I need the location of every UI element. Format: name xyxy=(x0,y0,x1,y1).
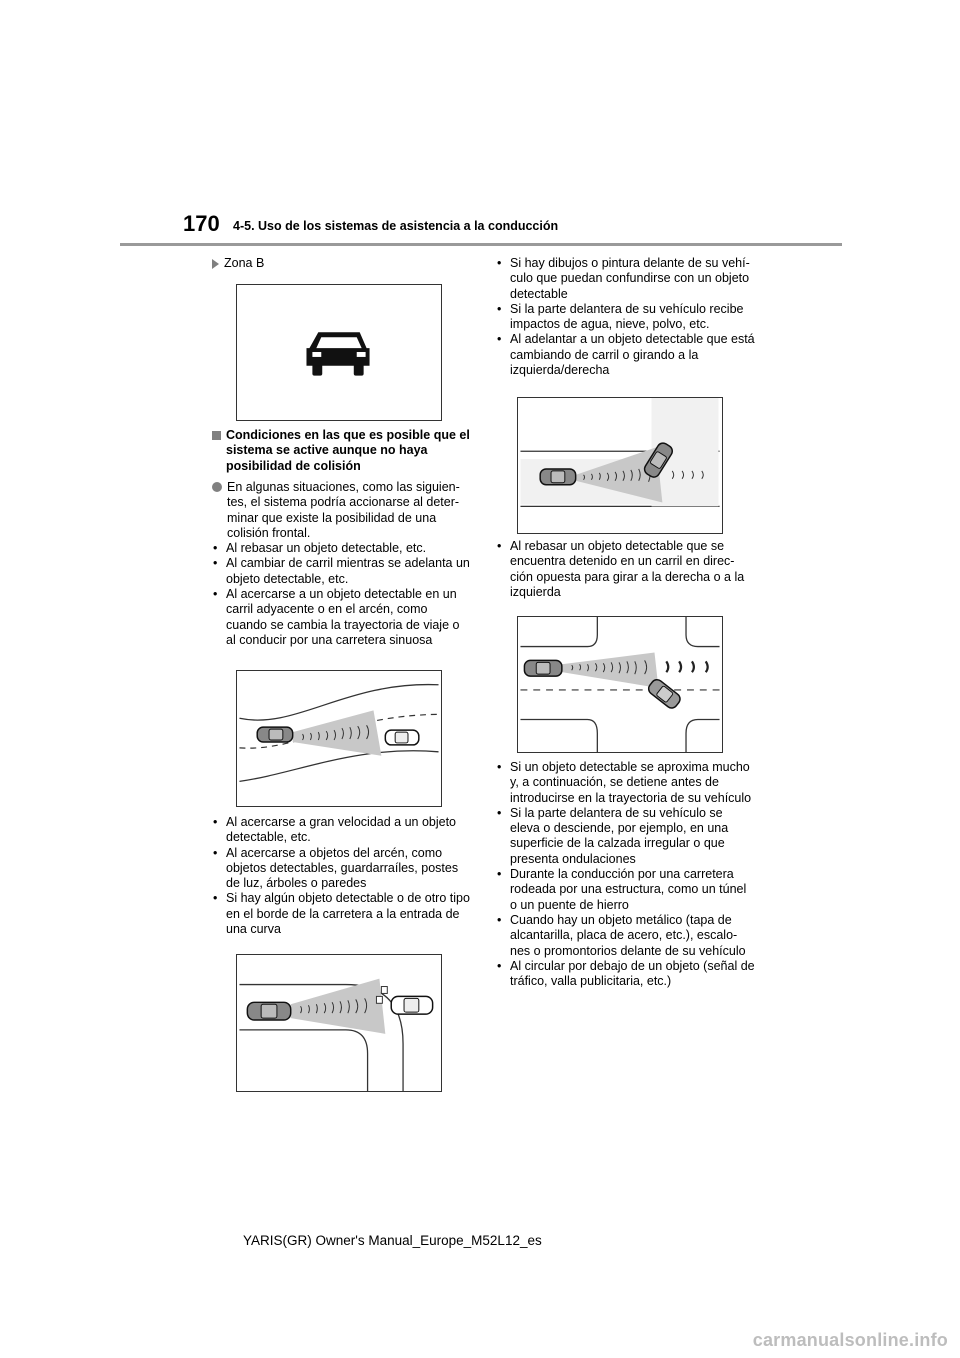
page-number: 170 xyxy=(183,211,220,236)
section-heading xyxy=(212,428,470,474)
right-bullets-3 xyxy=(493,760,755,989)
list-item: • Al acercarse a objetos del arcén, como objetos detectables, guardarraíles, postes de luz, árboles o paredes xyxy=(209,846,471,892)
turning-vehicle-figure xyxy=(517,397,723,534)
list-item: • Al rebasar un objeto detectable, etc. xyxy=(209,541,470,556)
intro-text: En algunas situaciones, como las siguien-tes, el sistema podría accionarse al deter-minar que existe la posibilidad de una colisión frontal. xyxy=(227,480,460,540)
zone-label: Zona B xyxy=(224,256,265,270)
right-text-block-2 xyxy=(493,539,755,600)
list-item: • Cuando hay un objeto metálico (tapa de alcantarilla, placa de acero, etc.), escalo-nes o promontorios delante de su vehículo xyxy=(493,913,755,959)
list-item: • Durante la conducción por una carretera rodeada por una estructura, como un túnel o un puente de hierro xyxy=(493,867,755,913)
gray-circle-icon xyxy=(212,482,222,492)
list-item: • Al acercarse a gran velocidad a un objeto detectable, etc. xyxy=(209,815,471,846)
manual-id: YARIS(GR) Owner's Manual_Europe_M52L12_es xyxy=(243,1233,542,1248)
section-title: Condiciones en las que es posible que el sistema se active aunque no haya posibilidad de colisión xyxy=(226,428,470,473)
gray-square-icon xyxy=(212,431,221,440)
left-bullets-1 xyxy=(209,541,470,648)
header-rule xyxy=(120,243,842,246)
list-item: • Si un objeto detectable se aproxima mucho y, a continuación, se detiene antes de introducirse en la trayectoria de su vehículo xyxy=(493,760,755,806)
zone-heading xyxy=(212,256,264,271)
list-item: • Al acercarse a un objeto detectable en un carril adyacente o en el arcén, como cuando se cambia la trayectoria de viaje o al conducir por una carretera sinuosa xyxy=(209,587,470,648)
left-bullets-2 xyxy=(209,815,471,937)
car-front-icon xyxy=(237,285,441,420)
list-item: • Al adelantar a un objeto detectable que está cambiando de carril o girando a la izquierda/derecha xyxy=(493,332,755,378)
right-bullets-1 xyxy=(493,256,755,378)
left-text-block-2 xyxy=(209,815,471,937)
list-item: • Si hay algún objeto detectable o de otro tipo en el borde de la carretera a la entrada de una curva xyxy=(209,891,471,937)
list-item: • Al circular por debajo de un objeto (señal de tráfico, valla publicitaria, etc.) xyxy=(493,959,755,990)
list-item: • Si la parte delantera de su vehículo se eleva o desciende, por ejemplo, en una superficie de la calzada irregular o que presenta ondulaciones xyxy=(493,806,755,867)
list-item: • Si hay dibujos o pintura delante de su vehí-culo que puedan confundirse con un objeto detectable xyxy=(493,256,755,302)
list-item: • Al cambiar de carril mientras se adelanta un objeto detectable, etc. xyxy=(209,556,470,587)
right-text-block-3 xyxy=(493,760,755,989)
right-text-block-1 xyxy=(493,256,755,378)
list-item: • Si la parte delantera de su vehículo recibe impactos de agua, nieve, polvo, etc. xyxy=(493,302,755,333)
triangle-right-icon xyxy=(212,259,219,269)
curved-road-figure xyxy=(236,670,442,807)
oncoming-turn-figure xyxy=(517,616,723,753)
curve-entrance-figure xyxy=(236,954,442,1092)
watermark: carmanualsonline.info xyxy=(752,1330,948,1350)
left-text-block xyxy=(212,480,470,648)
right-bullets-2 xyxy=(493,539,755,600)
chapter-title: 4-5. Uso de los sistemas de asistencia a la conducción xyxy=(233,219,559,233)
list-item: • Al rebasar un objeto detectable que se encuentra detenido en un carril en direc-ción opuesta para girar a la derecha o a la izquierda xyxy=(493,539,755,600)
zone-b-figure xyxy=(236,284,442,421)
